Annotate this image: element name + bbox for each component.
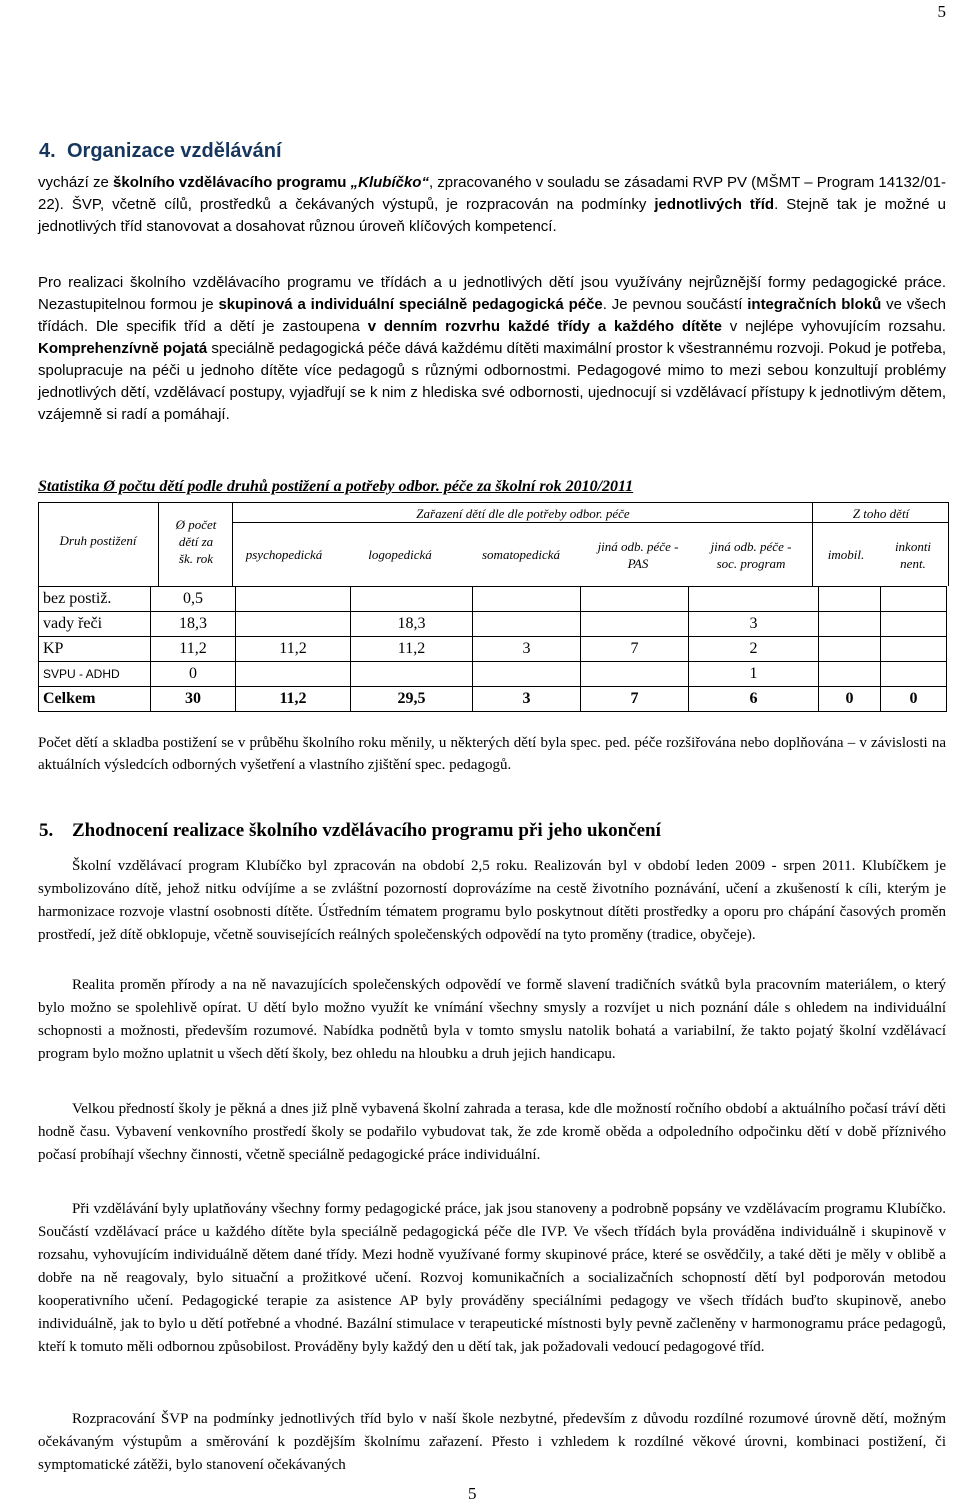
value-cell — [819, 612, 881, 637]
header-pocet — [160, 516, 232, 567]
value-cell — [236, 662, 351, 687]
header-psycho: psychopedická — [245, 547, 323, 562]
header-line: soc. program — [716, 556, 786, 571]
table-row — [39, 637, 947, 662]
value-cell — [351, 587, 473, 612]
section-title: Organizace vzdělávání — [67, 140, 282, 162]
section-title: Zhodnocení realizace školního vzdělávacího programu při jeho ukončení — [72, 820, 661, 841]
value-cell: 7 — [581, 637, 689, 662]
table-row — [39, 687, 947, 712]
header-z-toho: Z toho dětí — [852, 506, 910, 521]
value-cell: 0 — [151, 662, 236, 687]
section-number: 5. — [39, 820, 54, 841]
value-cell — [236, 587, 351, 612]
text-run: vychází ze — [38, 174, 114, 191]
row-label-cell: vady řeči — [39, 612, 151, 637]
value-cell — [881, 612, 947, 637]
section-5-paragraph-3: Velkou předností školy je pěkná a dnes již plně vybavená školní zahrada a terasa, kde dle možností ročního období a aktuálního počasí tráví děti hodně času. Vybavení venkovního prostředí školy se podařilo vybudovat tak, že zde kromě oběda a odpoledního odpočinku dětí v době příznivého počasí probíhají všechny činnosti, včetně speciálně pedagogické práce individuální. — [38, 1101, 946, 1163]
value-cell — [581, 612, 689, 637]
divider — [948, 502, 949, 586]
value-cell — [819, 637, 881, 662]
value-cell — [473, 587, 581, 612]
value-cell — [581, 587, 689, 612]
bold-run: školního vzdělávacího programu — [113, 174, 347, 191]
header-line: dětí za — [178, 534, 214, 549]
header-imobil: imobil. — [827, 547, 865, 562]
text-run: v nejlépe vyhovujícím rozsahu. — [721, 318, 946, 335]
bold-run: Komprehenzívně pojatá — [38, 340, 208, 357]
statistics-data-table — [38, 586, 947, 712]
value-cell: 18,3 — [151, 612, 236, 637]
text-run: ve všech třídách. Dle specifik tříd a dětí je zastoupena — [38, 296, 946, 335]
header-somato: somatopedická — [482, 547, 560, 562]
table-row — [39, 587, 947, 612]
value-cell — [881, 662, 947, 687]
value-cell: 1 — [689, 662, 819, 687]
header-line: šk. rok — [178, 551, 214, 566]
statistics-title: Statistika Ø počtu dětí podle druhů postižení a potřeby odbor. péče za školní rok 2010/2011 — [38, 478, 634, 495]
row-label-cell: KP — [39, 637, 151, 662]
page-number-bottom: 5 — [468, 1484, 477, 1503]
header-inkont — [880, 538, 946, 572]
value-cell: 7 — [581, 687, 689, 712]
value-cell: 11,2 — [351, 637, 473, 662]
section-4-paragraph-1 — [38, 172, 946, 238]
value-cell: 6 — [689, 687, 819, 712]
header-druh: Druh postižení — [59, 533, 137, 548]
section-5-paragraph-1: Školní vzdělávací program Klubíčko byl zpracován na období 2,5 roku. Realizován byl v období leden 2009 - srpen 2011. Klubíčkem je symbolizováno dítě, jehož nitku odvíjíme a se zvláštní pozorností doprovázíme na cestě životního poznávání, učení a zkušeností k cíli, kterým je harmonizace rozvoje vlastní osobnosti dítěte. Ústředním tématem programu bylo poskytnout dítěti prostředky a oporu pro chápání časových proměn prostředí, jež dítě obklopuje, včetně souvisejících reálných společenských odpovědí na tyto proměny (tradice, obyčeje). — [38, 858, 946, 943]
value-cell: 3 — [473, 637, 581, 662]
value-cell — [689, 587, 819, 612]
value-cell: 29,5 — [351, 687, 473, 712]
value-cell: 0 — [881, 687, 947, 712]
bold-run: v denním rozvrhu každé třídy a každého dítěte — [367, 318, 722, 335]
row-label-cell: bez postiž. — [39, 587, 151, 612]
section-number: 4. — [39, 140, 56, 162]
value-cell: 18,3 — [351, 612, 473, 637]
section-5-paragraph-4: Při vzdělávání byly uplatňovány všechny formy pedagogické práce, jak jsou stanoveny a podrobně popsány ve vzdělávacím programu Klubíčko. Součástí vzdělávací práce u každého dítěte byla speciálně pedagogická péče dle IVP. Ve všech třídách byla prováděna individuálně i skupinově v rozsahu, vyhovujícím individuálně dětem dané třídy. Mezi hodně využívané formy skupinové práce, které se osvědčily, a také děti je měly v oblibě a dobře na ně reagovaly, bylo situační a prožitkové učení. Rozvoj komunikačních a socializačních schopností dětí byl podporován metodou kooperativního učení. Pedagogické terapie za asistence AP byly prováděny speciálními pedagogy ve všech třídách buďto skupinově, anebo individuálně, jak to bylo u dětí potřebné a vhodné. Bazální stimulace v terapeutické místnosti byly pevně začleněny v harmonogramu práce pedagogů, kteří k tomuto měli odbornou způsobilost. Prováděny byly každý den u dětí tak, jak požadovali vedoucí pedagogové tříd. — [38, 1201, 946, 1355]
row-label-cell: SVPU - ADHD — [39, 662, 151, 687]
value-cell: 3 — [473, 687, 581, 712]
value-cell — [881, 637, 947, 662]
value-cell: 11,2 — [151, 637, 236, 662]
header-jina-soc — [696, 538, 806, 572]
value-cell: 0,5 — [151, 587, 236, 612]
bold-italic-run: „Klubíčko“ — [346, 174, 429, 191]
value-cell — [473, 662, 581, 687]
header-line: jiná odb. péče - — [597, 539, 679, 554]
value-cell — [236, 612, 351, 637]
text-run: , zpracovaného v souladu se zásadami RVP PV (MŠMT – Program 14132/01-22). ŠVP, včetně cílů, prostředků a čekávaných výstupů, je rozpracován na podmínky — [38, 174, 946, 213]
text-run: . Je pevnou součástí — [602, 296, 748, 313]
header-labels — [38, 498, 948, 586]
bold-run: jednotlivých tříd — [654, 196, 775, 213]
header-line: jiná odb. péče - — [710, 539, 792, 554]
bold-run: integračních bloků — [747, 296, 882, 313]
value-cell: 11,2 — [236, 637, 351, 662]
value-cell: 3 — [689, 612, 819, 637]
value-cell: 11,2 — [236, 687, 351, 712]
section-5-paragraph-5: Rozpracování ŠVP na podmínky jednotlivých tříd bylo v naší škole nezbytné, především z důvodu rozdílné rozumové úrovně dětí, možným očekávaným výstupům a směrování k pozdějším školnímu zařazení. Přesto i vzhledem k rozdílné věkové úrovni, kombinaci postižení, či symptomatické zátěži, bylo stanovení očekávaných — [38, 1411, 946, 1473]
section-5-paragraph-2: Realita proměn přírody a na ně navazujících společenských odpovědí ve formě slavení tradičních svátků byla pracovním materiálem, o který bylo možno se spolehlivě opírat. U dětí bylo možno využít ke vnímání všechny smysly a rozvíjet u nich poznání dále s ohledem na individuální schopnosti a možnosti, především rozumové. Nabídka podnětů byla v tomto smyslu natolik bohatá a variabilní, že takto pojatý školní vzdělávací program bylo možno uplatnit u všech dětí školy, bez ohledu na hloubku a druh jejich handicapu. — [38, 977, 946, 1062]
value-cell — [581, 662, 689, 687]
header-line: Ø počet — [175, 517, 217, 532]
header-line: nent. — [900, 556, 926, 571]
value-cell — [351, 662, 473, 687]
header-line: inkonti — [894, 539, 932, 554]
value-cell: 0 — [819, 687, 881, 712]
page-number-top: 5 — [937, 2, 946, 21]
header-zarazeni: Zařazení dětí dle dle potřeby odbor. péče — [416, 506, 630, 521]
value-cell — [819, 662, 881, 687]
after-table-paragraph: Počet dětí a skladba postižení se v průběhu školního roku měnily, u některých dětí byla spec. ped. péče rozšiřována nebo doplňována – v závislosti na aktuálních výsledcích odborných vyšetření a vlastního zjištění spec. pedagogů. — [38, 735, 946, 773]
header-line: PAS — [627, 556, 649, 571]
text-run: Pro realizaci školního vzdělávacího programu ve třídách a u jednotlivých dětí jsou využívány nejrůznější formy pedagogické práce. Nezastupitelnou formou je — [38, 274, 946, 313]
header-jina-pas — [582, 538, 694, 572]
value-cell: 2 — [689, 637, 819, 662]
section-5-heading — [39, 820, 661, 842]
section-4-heading — [39, 140, 282, 163]
bold-run: skupinová a individuální speciálně pedagogická péče — [218, 296, 603, 313]
value-cell — [819, 587, 881, 612]
section-4-paragraph-2 — [38, 272, 946, 426]
value-cell — [881, 587, 947, 612]
table-row — [39, 612, 947, 637]
table-row — [39, 662, 947, 687]
text-run: . Stejně tak je možné u jednotlivých tříd stanovovat a dosahovat různou úroveň klíčových kompetencí. — [38, 196, 946, 235]
row-label-cell: Celkem — [39, 687, 151, 712]
text-run: speciálně pedagogická péče dává každému dítěti maximální prostor k všestrannému rozvoji. Pokud je potřeba, spolupracuje na péči u jednoho dítěte více pedagogů s různými odbornostmi. Pedagogové mimo to mezi sebou konzultují problémy jednotlivých dětí, vzdělávací postupy, vyjadřují se k nim z hlediska své odbornosti, ujednocují si vzdělávací přístupy k jednotlivým dětem, vzájemně si radí a pomáhají. — [38, 340, 946, 423]
value-cell — [473, 612, 581, 637]
header-logo: logopedická — [368, 547, 432, 562]
value-cell: 30 — [151, 687, 236, 712]
